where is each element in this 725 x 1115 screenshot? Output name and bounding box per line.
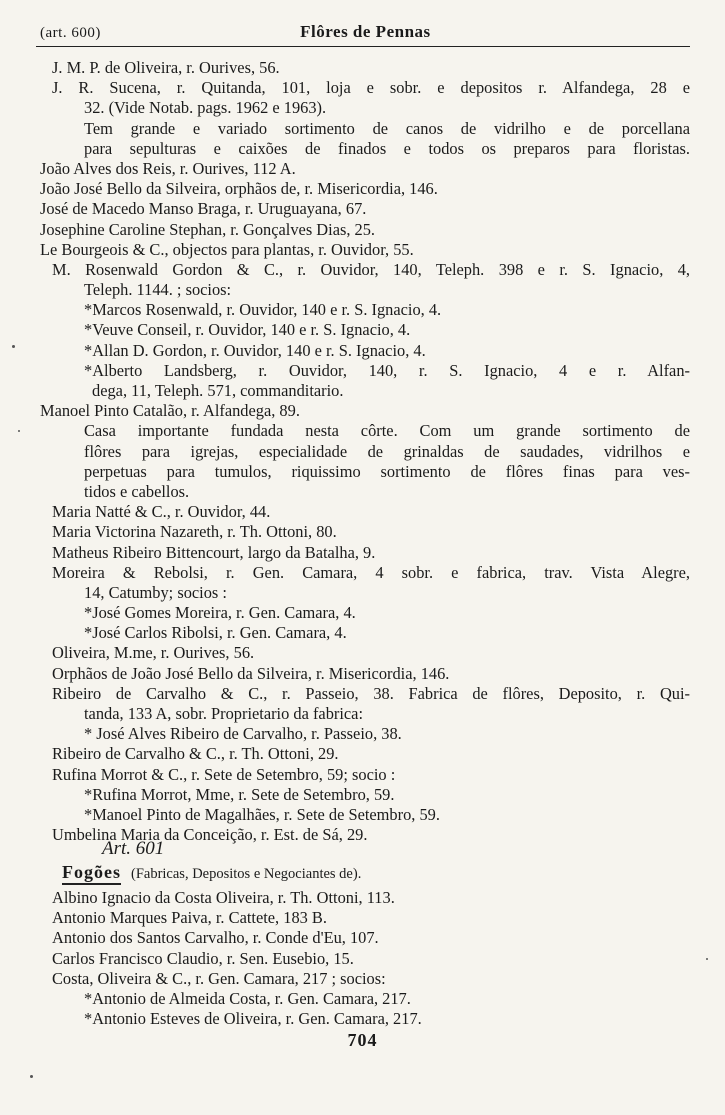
directory-entry-line: Manoel Pinto Catalão, r. Alfandega, 89.	[40, 401, 300, 421]
directory-entry-line: João José Bello da Silveira, orphãos de, r. Misericordia, 146.	[40, 179, 438, 199]
directory-entry-line: dega, 11, Teleph. 571, commanditario.	[92, 381, 344, 400]
section-article-number: Art. 601	[102, 838, 165, 859]
directory-entry-line: *José Gomes Moreira, r. Gen. Camara, 4.	[84, 603, 356, 623]
section-name: Fogões	[62, 862, 121, 885]
ink-speck	[706, 958, 708, 960]
directory-entry-line: Josephine Caroline Stephan, r. Gonçalves Dias, 25.	[40, 219, 376, 239]
directory-entry-line: *Allan D. Gordon, r. Ouvidor, 140 e r. S. Ignacio, 4.	[84, 340, 426, 360]
ink-speck	[30, 1075, 33, 1078]
entry-list	[40, 58, 690, 845]
section-fogoes	[40, 838, 690, 1029]
directory-entry-line: Tem grande e variado sortimento de canos de vidrilho e de porcellana	[84, 118, 690, 138]
header-article-ref: (art. 600)	[40, 25, 101, 41]
directory-entry-line: Antonio dos Santos Carvalho, r. Conde d'Eu, 107.	[52, 928, 379, 948]
directory-entry-line: 32. (Vide Notab. pags. 1962 e 1963).	[84, 98, 327, 118]
ink-speck	[18, 430, 20, 432]
directory-entry-line: *Antonio de Almeida Costa, r. Gen. Camara, 217.	[84, 988, 411, 1008]
header-rule	[36, 46, 690, 47]
directory-entry-line: Albino Ignacio da Costa Oliveira, r. Th. Ottoni, 113.	[52, 888, 395, 907]
directory-entry-line: Teleph. 1144. ; socios:	[84, 280, 232, 300]
directory-entry-line: tidos e cabellos.	[84, 481, 190, 501]
directory-entry-line: Maria Natté & C., r. Ouvidor, 44.	[52, 502, 271, 522]
header-title: Flôres de Pennas	[300, 22, 431, 41]
directory-entry-line: *José Carlos Ribolsi, r. Gen. Camara, 4.	[84, 623, 347, 643]
directory-entry-line: J. M. P. de Oliveira, r. Ourives, 56.	[52, 58, 280, 77]
directory-entry-line: flôres para igrejas, especialidade de grinaldas de saudades, vidrilhos e	[84, 441, 690, 461]
directory-entry-line: Le Bourgeois & C., objectos para plantas, r. Ouvidor, 55.	[40, 239, 414, 259]
directory-entry-line: Orphãos de João José Bello da Silveira, r. Misericordia, 146.	[52, 663, 450, 683]
directory-entry-line: * José Alves Ribeiro de Carvalho, r. Passeio, 38.	[84, 724, 402, 744]
section-heading	[40, 860, 690, 884]
directory-entry-line: Moreira & Rebolsi, r. Gen. Camara, 4 sobr. e fabrica, trav. Vista Alegre,	[52, 562, 690, 582]
directory-entry-line: Matheus Ribeiro Bittencourt, largo da Batalha, 9.	[52, 542, 376, 562]
directory-entry-line: Carlos Francisco Claudio, r. Sen. Eusebio, 15.	[52, 948, 354, 968]
directory-entry-line: Maria Victorina Nazareth, r. Th. Ottoni, 80.	[52, 522, 337, 542]
directory-entry-line: *Rufina Morrot, Mme, r. Sete de Setembro, 59.	[84, 784, 395, 804]
directory-entry-line: J. R. Sucena, r. Quitanda, 101, loja e sobr. e depositos r. Alfandega, 28 e	[52, 78, 690, 98]
directory-entry-line: Oliveira, M.me, r. Ourives, 56.	[52, 643, 255, 663]
directory-entry-line: *Veuve Conseil, r. Ouvidor, 140 e r. S. Ignacio, 4.	[84, 320, 411, 340]
section-description: (Fabricas, Depositos e Negociantes de).	[131, 866, 362, 882]
directory-entry-line: Ribeiro de Carvalho & C., r. Th. Ottoni, 29.	[52, 744, 339, 764]
directory-entry-line: Ribeiro de Carvalho & C., r. Passeio, 38. Fabrica de flôres, Deposito, r. Qui-	[52, 683, 690, 703]
directory-entry-line: 14, Catumby; socios :	[84, 582, 227, 602]
directory-entry-line: Costa, Oliveira & C., r. Gen. Camara, 217 ; socios:	[52, 968, 386, 988]
page-number: 704	[347, 1030, 378, 1050]
directory-entry-line: *Alberto Landsberg, r. Ouvidor, 140, r. S. Ignacio, 4 e r. Alfan-	[84, 360, 690, 380]
directory-entry-line: M. Rosenwald Gordon & C., r. Ouvidor, 140, Teleph. 398 e r. S. Ignacio, 4,	[52, 259, 690, 279]
directory-entry-line: perpetuas para tumulos, riquissimo sortimento de flôres finas para ves-	[84, 461, 690, 481]
directory-entry-line: tanda, 133 A, sobr. Proprietario da fabrica:	[84, 704, 364, 723]
directory-entry-line: João Alves dos Reis, r. Ourives, 112 A.	[40, 158, 296, 178]
directory-entry-line: Casa importante fundada nesta côrte. Com um grande sortimento de	[84, 421, 690, 441]
directory-entry-line: para sepulturas e caixões de finados e todos os preparos para floristas.	[84, 138, 690, 158]
directory-entry-line: Rufina Morrot & C., r. Sete de Setembro, 59; socio :	[52, 764, 396, 784]
directory-entry-line: Umbelina Maria da Conceição, r. Est. de Sá, 29.	[52, 825, 368, 845]
directory-entry-line: *Antonio Esteves de Oliveira, r. Gen. Camara, 217.	[84, 1009, 422, 1029]
section-entry-list	[40, 888, 690, 1029]
ink-speck	[12, 345, 15, 348]
directory-entry-line: José de Macedo Manso Braga, r. Uruguayana, 67.	[40, 199, 367, 219]
directory-entry-line: *Manoel Pinto de Magalhães, r. Sete de Setembro, 59.	[84, 804, 440, 824]
running-header	[40, 22, 690, 44]
directory-entry-line: *Marcos Rosenwald, r. Ouvidor, 140 e r. S. Ignacio, 4.	[84, 300, 442, 320]
directory-entry-line: Antonio Marques Paiva, r. Cattete, 183 B.	[52, 908, 327, 928]
